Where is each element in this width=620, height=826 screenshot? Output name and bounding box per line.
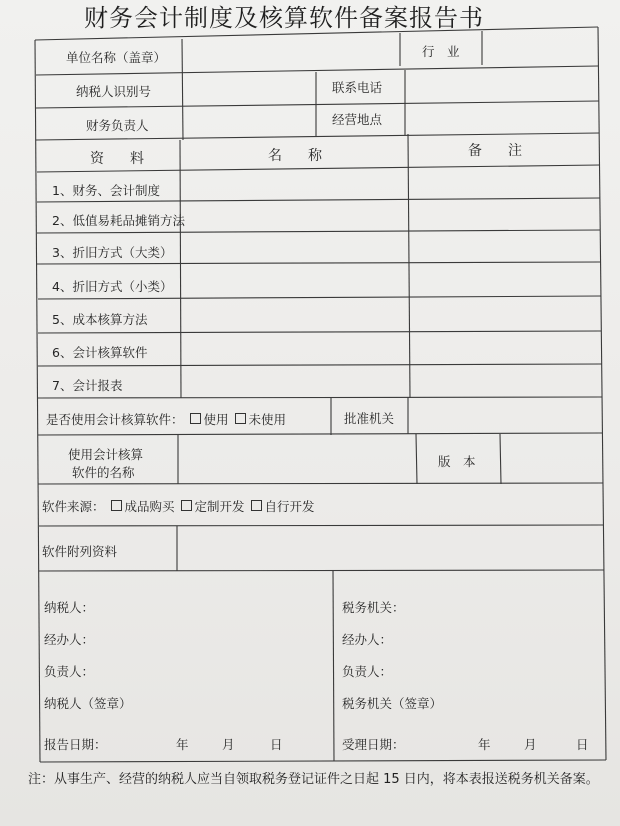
report-date-month: 月 xyxy=(222,737,235,752)
version-label: 版 本 xyxy=(438,454,476,469)
material-item: 4、折旧方式（小类） xyxy=(52,279,173,294)
accept-date-month: 月 xyxy=(524,737,537,752)
attachments-label: 软件附列资料 xyxy=(42,544,118,559)
right-handler-label: 经办人： xyxy=(342,632,393,647)
checkbox-use[interactable] xyxy=(190,413,201,424)
option-not-use-label: 未使用 xyxy=(248,412,287,427)
approval-authority-label: 批准机关 xyxy=(344,411,395,426)
accept-date-label: 受理日期： xyxy=(342,737,405,752)
accept-date-year: 年 xyxy=(478,737,491,752)
material-item: 1、财务、会计制度 xyxy=(52,183,160,198)
option-custom-label: 定制开发 xyxy=(194,499,245,514)
col-header-remarks: 备 注 xyxy=(468,143,528,159)
report-date-day: 日 xyxy=(270,737,283,752)
option-self-label: 自行开发 xyxy=(264,499,315,514)
left-responsible-label: 负责人： xyxy=(44,664,95,679)
material-item: 2、低值易耗品摊销方法 xyxy=(52,213,185,228)
software-source-row xyxy=(42,497,315,515)
left-handler-label: 经办人： xyxy=(44,632,95,647)
unit-name-label: 单位名称（盖章） xyxy=(66,50,167,65)
document-title: 财务会计制度及核算软件备案报告书 xyxy=(84,4,484,32)
left-seal-label: 纳税人（签章） xyxy=(44,696,132,711)
taxpayer-id-label: 纳税人识别号 xyxy=(76,84,152,99)
right-tax-office-label: 税务机关： xyxy=(342,600,405,615)
report-date-year: 年 xyxy=(176,737,189,752)
col-header-name: 名 称 xyxy=(268,148,328,164)
software-source-label: 软件来源： xyxy=(42,499,105,514)
checkbox-self[interactable] xyxy=(251,500,262,511)
report-date-label: 报告日期： xyxy=(44,737,107,752)
checkbox-not-use[interactable] xyxy=(235,413,246,424)
accept-date-day: 日 xyxy=(576,737,589,752)
right-responsible-label: 负责人： xyxy=(342,664,393,679)
software-name-label-line1: 使用会计核算 xyxy=(68,447,144,462)
right-seal-label: 税务机关（签章） xyxy=(342,696,443,711)
option-buy-label: 成品购买 xyxy=(124,499,175,514)
checkbox-buy[interactable] xyxy=(111,500,122,511)
material-item: 5、成本核算方法 xyxy=(52,312,148,327)
left-taxpayer-label: 纳税人： xyxy=(44,600,95,615)
material-item: 7、会计报表 xyxy=(52,378,123,393)
material-item: 3、折旧方式（大类） xyxy=(52,245,173,260)
address-label: 经营地点 xyxy=(332,112,383,127)
finance-head-label: 财务负责人 xyxy=(86,118,149,133)
software-use-row xyxy=(46,410,286,428)
option-use-label: 使用 xyxy=(203,412,229,427)
software-name-label-line2: 软件的名称 xyxy=(72,465,135,480)
industry-label: 行 业 xyxy=(422,44,460,59)
software-use-question: 是否使用会计核算软件： xyxy=(46,412,184,427)
checkbox-custom[interactable] xyxy=(181,500,192,511)
phone-label: 联系电话 xyxy=(332,80,383,95)
col-header-materials: 资 料 xyxy=(90,151,150,167)
footnote: 注：从事生产、经营的纳税人应当自领取税务登记证件之日起 15 日内，将本表报送税务机关备案。 xyxy=(28,772,599,787)
material-item: 6、会计核算软件 xyxy=(52,345,148,360)
